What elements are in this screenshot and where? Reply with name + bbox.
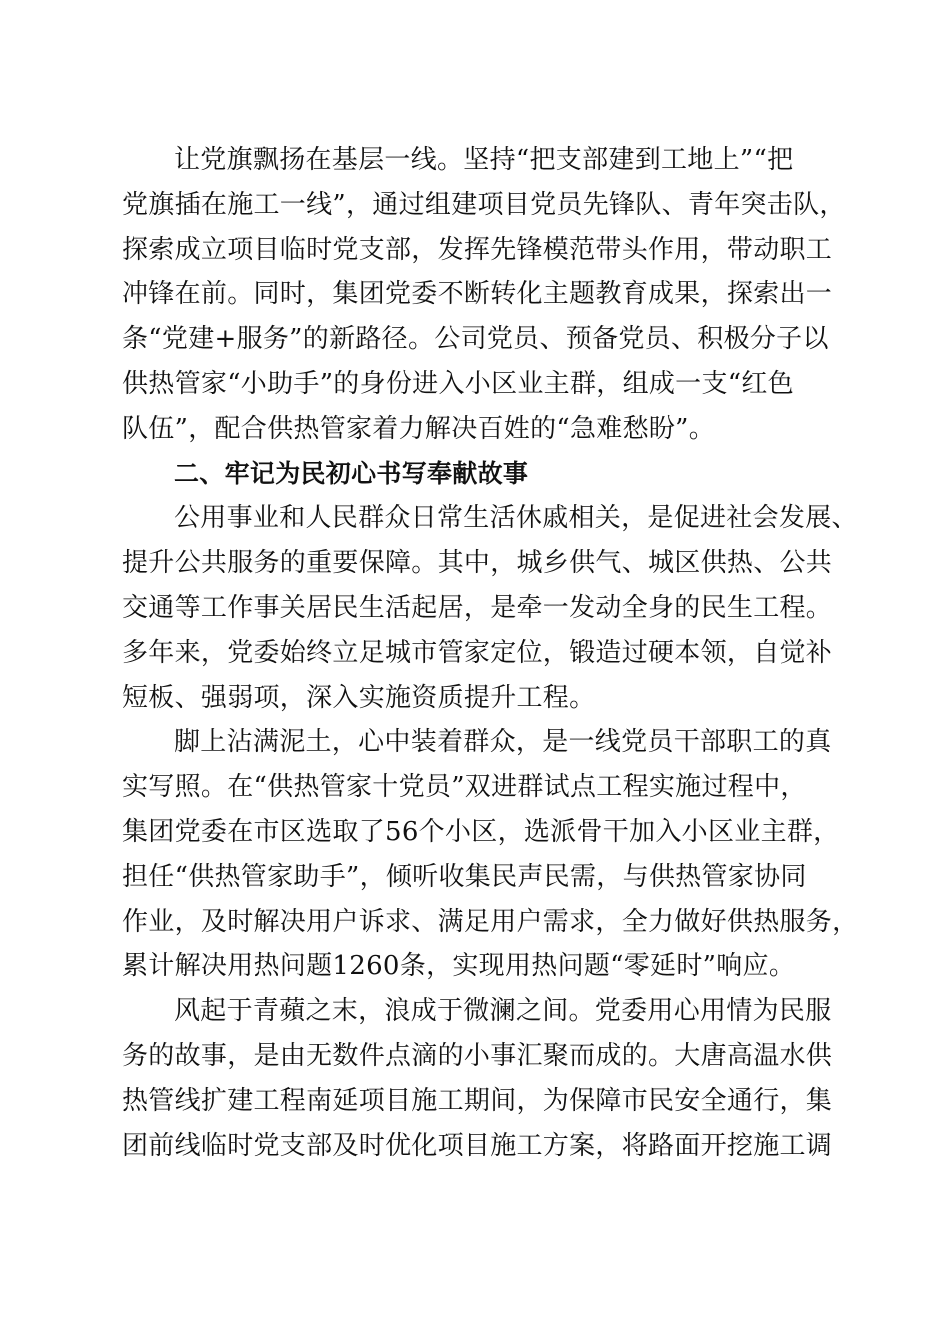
paragraph-line: 探索成立项目临时党支部，发挥先锋模范带头作用，带动职工 [122, 234, 833, 265]
paragraph-line: 提升公共服务的重要保障。其中，城乡供气、城区供热、公共 [122, 548, 833, 579]
paragraph-line: 担任“供热管家助手”，倾听收集民声民需，与供热管家协同 [122, 861, 807, 892]
paragraph-line: 队伍”，配合供热管家着力解决百姓的“急难愁盼”。 [122, 413, 716, 444]
paragraph-line: 多年来，党委始终立足城市管家定位，锻造过硬本领，自觉补 [122, 637, 833, 668]
paragraph-line: 脚上沾满泥土，心中装着群众，是一线党员干部职工的真 [174, 727, 832, 758]
paragraph-line: 交通等工作事关居民生活起居，是牵一发动全身的民生工程。 [122, 592, 833, 623]
paragraph-line: 让党旗飘扬在基层一线。坚持“把支部建到工地上”“把 [174, 145, 794, 175]
paragraph-line: 公用事业和人民群众日常生活休戚相关，是促进社会发展、 [174, 503, 858, 534]
paragraph-line: 风起于青蘋之末，浪成于微澜之间。党委用心用情为民服 [174, 996, 832, 1027]
paragraph-line: 累计解决用热问题1260条，实现用热问题“零延时”响应。 [122, 951, 796, 982]
paragraph-line: 务的故事，是由无数件点滴的小事汇聚而成的。大唐高温水供 [122, 1040, 833, 1071]
document-body [122, 138, 859, 1168]
paragraph-line: 实写照。在“供热管家十党员”双进群试点工程实施过程中， [122, 772, 807, 803]
paragraph-line: 团前线临时党支部及时优化项目施工方案，将路面开挖施工调 [122, 1130, 833, 1161]
paragraph-line: 集团党委在市区选取了56个小区，选派骨干加入小区业主群， [122, 816, 840, 847]
paragraph-line: 冲锋在前。同时，集团党委不断转化主题教育成果，探索出一 [122, 279, 833, 310]
section-heading: 二、牢记为民初心书写奉献故事 [174, 458, 529, 488]
paragraph-line: 热管线扩建工程南延项目施工期间，为保障市民安全通行，集 [122, 1085, 833, 1116]
paragraph-line: 条“党建+服务”的新路径。公司党员、预备党员、积极分子以 [122, 324, 829, 355]
paragraph-line: 党旗插在施工一线”，通过组建项目党员先锋队、青年突击队， [122, 189, 846, 220]
paragraph-line: 短板、强弱项，深入实施资质提升工程。 [122, 682, 596, 713]
paragraph-line: 作业，及时解决用户诉求、满足用户需求，全力做好供热服务， [122, 906, 859, 937]
paragraph-line: 供热管家“小助手”的身份进入小区业主群，组成一支“红色 [122, 368, 794, 399]
